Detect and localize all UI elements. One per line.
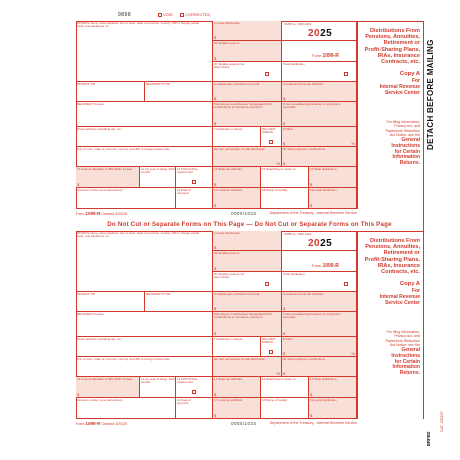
city-state-field[interactable]: City or town, state or province, country, and ZIP or foreign postal code [76,147,213,167]
box14-state-tax[interactable]: 14 State tax withheld $ [213,167,261,188]
street-address-field[interactable]: Street address (including apt. no.) [76,127,213,147]
box19-local-distribution[interactable]: 19 Local distribution $ [309,398,357,419]
omb-year-block: OMB No. 1545-0119 2025 [282,21,357,41]
recipient-name-field[interactable]: RECIPIENT'S name [76,102,213,127]
detach-perforation [423,21,424,419]
street-address-field[interactable]: Street address (including apt. no.) [76,337,213,357]
account-number-field[interactable]: Account number (see instructions) [76,398,176,419]
box4-federal-tax[interactable]: 4 Federal income tax withheld $ [282,82,357,102]
form-name-block: Form 1099-R [282,251,357,272]
box19-local-distribution[interactable]: 19 Local distribution $ [309,188,357,209]
box1-gross-distribution[interactable]: 1 Gross distribution $ [213,231,282,251]
detach-before-mailing: DETACH BEFORE MAILING [426,39,435,150]
product-code: BRFED [426,431,431,446]
box9b-total-contrib[interactable]: 9b Total employee contributions $ [282,147,357,167]
box3-capital-gain[interactable]: 3 Capital gain (included in box 2a) $ [213,292,282,312]
payer-tin-field[interactable]: PAYER'S TIN [76,292,145,312]
payer-tin-field[interactable]: PAYER'S TIN [76,82,145,102]
box6-net-unrealized[interactable]: 6 Net unrealized appreciation in employer's securities $ [282,312,357,337]
box18-locality[interactable]: 18 Name of locality [261,398,309,419]
form-1099r-sheet: 9898 VOID CORRECTED PAYER'S name, street address, city or town, state or province, country, ZIP or foreign postal code, and telephone no. 1 Gross distribution $ OMB No. 1545-0119 2025 2a Taxable amount $ Form 1099-R 2b Taxable amount not determined Total distribution PAYER'S TIN RECIPIENT'S TIN 3 Capital gain (included in box 2a) $ 4 Federal income tax withheld $ RECIPIENT'S name 5 Employee contributions/ Designated Roth contributions or insurance premiums $ 6 Net unrealized appreciation in employer's securities $ Street address (including apt. no.) 7 Distribution code(s) IRA/ SEP/ SIMPLE 8 Other $ % City or town, state or province, country, and ZIP or foreign postal code 9a Your percentage of total distribution % 9b Total employee contributions $ 10 Amount allocable to IRR within 5 years $ 11 1st year of desig. Roth contrib. 12 FATCA filing requirement 14 State tax withheld $ 15 State/Payer's state no. 16 State distribution $ Account number (see instructions) 13 Date of payment 17 Local tax withheld $ 18 Name of locality 19 Local distribution $ Distributions From Pensions, Annuities, Retirement or Profit-Sharing Plans, IRAs, Insurance Contracts, etc. Copy A For Internal Revenue Service Center For filing information, Privacy Act, and Paperwork Reduction Act Notice, see the General Instructions for Certain Information Returns. Form 1099-R Created 3/20/25 0000/1034 Department of the Treasury - Internal Revenue Service Do Not Cut or Separate Forms on This Page — Do Not Cut or Separate Forms on This Page PAYER'S name, street address, city or town, state or province, country, ZIP or foreign postal code, and telephone no. 1 Gross distribution $ OMB No. 1545-0119 2025 2a Taxable amount $ Form 1099-R 2b Taxable amount not determined Total distribution PAYER'S TIN RECIPIENT'S TIN 3 Capital gain (included in box 2a) $ 4 Federal income tax withheld $ RECIPIENT'S name 5 Employee contributions/ Designated Roth contributions or insurance premiums $ 6 Net unrealized appreciation in employer's securities $ Street address (including apt. no.) 7 Distribution code(s) IRA/ SEP/ SIMPLE 8 Other $ % City or town, state or province, country, and ZIP or foreign postal code 9a Your percentage of total distribution % 9b Total employee contributions $ 10 Amount allocable to IRR within 5 years $ 11 1st year of desig. Roth contrib. 12 FATCA filing requirement 14 State tax withheld $ 15 State/Payer's state no. 16 State distribution $ Account number (see instructions) 13 Date of payment 17 Local tax withheld $ 18 Name of locality 19 Local distribution $ Distributions From Pensions, Annuities, Retirement or Profit-Sharing Plans, IRAs, Insurance Contracts, etc. Copy A For Internal Revenue Service Center For filing information, Privacy Act, and Paperwork Reduction Act Notice, see the General Instructions for Certain Information Returns. Form 1099-R Created 3/20/25 0000/1034 Department of the Treasury - Internal Revenue Service DETACH BEFORE MAILING CAT. 25515T BRFED [0,0,460,460]
box1-gross-distribution[interactable]: 1 Gross distribution $ [213,21,282,41]
box2a-taxable-amount[interactable]: 2a Taxable amount $ [213,41,282,62]
box8-other[interactable]: 8 Other $ % [283,336,355,356]
box9a-percentage[interactable]: 9a Your percentage of total distribution % [214,356,280,376]
void-checkbox[interactable]: VOID [158,12,173,17]
box4-federal-tax[interactable]: 4 Federal income tax withheld $ [282,292,357,312]
box2b-not-determined[interactable]: 2b Taxable amount not determined [213,62,282,82]
form-name-block: Form 1099-R [282,41,357,62]
total-distribution-check[interactable]: Total distribution [282,272,357,292]
box5-employee-contrib[interactable]: 5 Employee contributions/ Designated Roth contributions or insurance premiums $ [213,312,282,337]
box10-allocable-irr[interactable]: 10 Amount allocable to IRR within 5 years $ [76,377,140,398]
box9b-total-contrib[interactable]: 9b Total employee contributions $ [282,357,357,377]
recipient-name-field[interactable]: RECIPIENT'S name [76,312,213,337]
box15-state-payer-no[interactable]: 15 State/Payer's state no. [261,167,309,188]
side-divider-top [357,21,358,209]
box7-distribution-code[interactable]: 7 Distribution code(s) [213,337,261,357]
box10-allocable-irr[interactable]: 10 Amount allocable to IRR within 5 years $ [76,167,140,188]
box7-distribution-code[interactable]: 7 Distribution code(s) [213,127,261,147]
catalog-code: CAT. 25515T [440,411,444,432]
box17-local-tax[interactable]: 17 Local tax withheld $ [213,398,261,419]
recipient-tin-field[interactable]: RECIPIENT'S TIN [145,82,213,102]
side-divider-bottom [357,231,358,419]
ira-sep-simple-check[interactable]: IRA/ SEP/ SIMPLE [261,337,282,357]
city-state-field[interactable]: City or town, state or province, country, and ZIP or foreign postal code [76,357,213,377]
box11-first-year-roth[interactable]: 11 1st year of desig. Roth contrib. [140,167,176,188]
recipient-tin-field[interactable]: RECIPIENT'S TIN [145,292,213,312]
box13-date-of-payment[interactable]: 13 Date of payment [176,398,213,419]
corrected-checkbox[interactable]: CORRECTED [180,12,210,17]
total-distribution-check[interactable]: Total distribution [282,62,357,82]
payer-info-field[interactable]: PAYER'S name, street address, city or town, state or province, country, ZIP or foreign postal code, and telephone no. [76,21,213,82]
account-number-field[interactable]: Account number (see instructions) [76,188,176,209]
do-not-cut-notice: Do Not Cut or Separate Forms on This Page — Do Not Cut or Separate Forms on This Page [107,221,392,228]
box16-state-distribution[interactable]: 16 State distribution $ [309,167,357,188]
box12-fatca[interactable]: 12 FATCA filing requirement [176,167,213,188]
box12-fatca[interactable]: 12 FATCA filing requirement [176,377,213,398]
form-copy-a-bottom [76,231,357,419]
box3-capital-gain[interactable]: 3 Capital gain (included in box 2a) $ [213,82,282,102]
form-copy-a-top [76,21,357,209]
box8-other[interactable]: 8 Other $ % [283,126,355,146]
box16-state-distribution[interactable]: 16 State distribution $ [309,377,357,398]
box2b-not-determined[interactable]: 2b Taxable amount not determined [213,272,282,292]
box13-date-of-payment[interactable]: 13 Date of payment [176,188,213,209]
ira-sep-simple-check[interactable]: IRA/ SEP/ SIMPLE [261,127,282,147]
payer-info-field[interactable]: PAYER'S name, street address, city or town, state or province, country, ZIP or foreign postal code, and telephone no. [76,231,213,292]
box5-employee-contrib[interactable]: 5 Employee contributions/ Designated Roth contributions or insurance premiums $ [213,102,282,127]
side-panel-bottom: Distributions From Pensions, Annuities, Retirement or Profit-Sharing Plans, IRAs, Insurance Contracts, etc. Copy A For Internal Revenue Service Center For filing information, Privacy Act, and Paperwork Reduction Act Notice, see the General Instructions for Certain Information Returns. [364,238,420,377]
box18-locality[interactable]: 18 Name of locality [261,188,309,209]
box9a-percentage[interactable]: 9a Your percentage of total distribution % [214,146,280,166]
box6-net-unrealized[interactable]: 6 Net unrealized appreciation in employer's securities $ [282,102,357,127]
side-panel-top: Distributions From Pensions, Annuities, Retirement or Profit-Sharing Plans, IRAs, Insurance Contracts, etc. Copy A For Internal Revenue Service Center For filing information, Privacy Act, and Paperwork Reduction Act Notice, see the General Instructions for Certain Information Returns. [364,28,420,167]
box14-state-tax[interactable]: 14 State tax withheld $ [213,377,261,398]
box11-first-year-roth[interactable]: 11 1st year of desig. Roth contrib. [140,377,176,398]
box17-local-tax[interactable]: 17 Local tax withheld $ [213,188,261,209]
form-number: 9898 [118,12,132,18]
box15-state-payer-no[interactable]: 15 State/Payer's state no. [261,377,309,398]
box2a-taxable-amount[interactable]: 2a Taxable amount $ [213,251,282,272]
omb-year-block: OMB No. 1545-0119 2025 [282,231,357,251]
